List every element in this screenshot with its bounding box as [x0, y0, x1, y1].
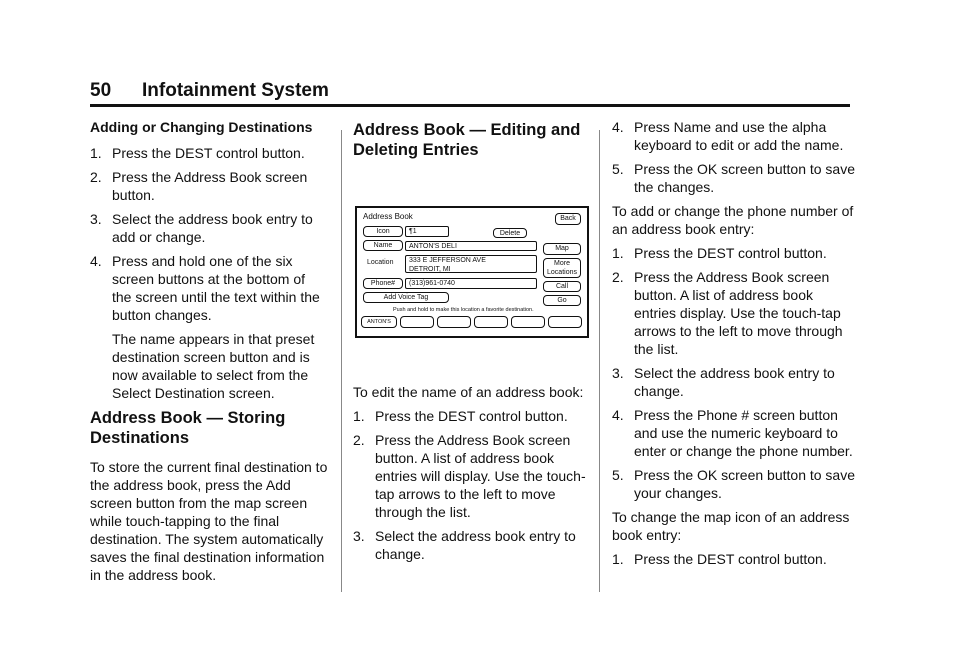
- column-1: [90, 118, 328, 590]
- icon-button: Icon: [363, 226, 403, 237]
- list-item: 2. Press the Address Book screen button. A list of address book entries display. Use the touch-tap arrows to the left to move through the list.: [612, 269, 843, 357]
- editing-heading: Address Book — Editing and Deleting Entries: [353, 121, 581, 159]
- adding-note: The name appears in that preset destination screen button and is now available to select from the Select Destination screen.: [112, 331, 315, 401]
- storing-heading: Address Book — Storing Destinations: [90, 409, 286, 447]
- edit-name-steps-cont: [612, 118, 856, 196]
- list-item: 1. Press the DEST control button.: [612, 551, 827, 567]
- storing-body: To store the current final destination to the address book, press the Add screen button from the map screen while touch-tapping to the final destination. The system automatically saves the final destination information in the address book.: [90, 459, 328, 583]
- delete-button: Delete: [493, 228, 527, 238]
- preset-button-2: [400, 316, 434, 328]
- edit-name-intro: To edit the name of an address book:: [353, 384, 584, 400]
- icon-steps: [612, 550, 856, 568]
- icon-field: ¶1: [405, 226, 449, 237]
- back-button: Back: [555, 213, 581, 225]
- page-number: 50: [90, 80, 112, 101]
- call-button: Call: [543, 281, 581, 292]
- location-label: Location: [367, 259, 394, 266]
- address-field: [405, 255, 537, 273]
- screen-title: Address Book: [363, 212, 413, 221]
- map-button: Map: [543, 243, 581, 255]
- list-item: 5. Press the OK screen button to save the changes.: [612, 161, 856, 195]
- page-header: [90, 80, 850, 104]
- list-item: 4. Press Name and use the alpha keyboard to edit or add the name.: [612, 119, 844, 153]
- header-rule: [90, 104, 850, 107]
- favorite-hint: Push and hold to make this location a favorite destination.: [393, 307, 534, 313]
- go-button: Go: [543, 295, 581, 306]
- list-item: 3. Select the address book entry to change.: [612, 365, 835, 399]
- name-field: ANTON'S DELI: [405, 241, 537, 251]
- address-book-screen-figure: [355, 206, 589, 338]
- list-item: 2. Press the Address Book screen button. A list of address book entries will display. Use the touch-tap arrows to the left to move through the list.: [353, 432, 586, 520]
- name-button: Name: [363, 240, 403, 251]
- add-voice-tag-button: Add Voice Tag: [363, 292, 449, 303]
- adding-heading: Adding or Changing Destinations: [90, 119, 313, 135]
- preset-button-5: [511, 316, 545, 328]
- address-line-2: DETROIT, MI: [409, 266, 451, 273]
- list-item: 3. Select the address book entry to change.: [353, 528, 576, 562]
- list-item: 3. Select the address book entry to add or change.: [90, 211, 313, 245]
- preset-button-1: ANTON'S: [361, 316, 397, 328]
- preset-button-3: [437, 316, 471, 328]
- column-divider: [341, 130, 342, 592]
- list-item: 2. Press the Address Book screen button.: [90, 169, 308, 203]
- adding-steps: [90, 144, 328, 324]
- column-2-lower: [353, 383, 591, 569]
- phone-steps: [612, 244, 856, 502]
- preset-button-6: [548, 316, 582, 328]
- list-item: 1. Press the DEST control button.: [612, 245, 827, 261]
- list-item: 4. Press and hold one of the six screen buttons at the bottom of the screen until the text within the button changes.: [90, 253, 320, 323]
- column-2: [353, 118, 591, 170]
- phone-field: (313)961-0740: [405, 278, 537, 289]
- more-locations-button: More Locations: [543, 258, 581, 278]
- column-3: [612, 118, 856, 574]
- edit-name-steps: [353, 407, 591, 563]
- section-title: Infotainment System: [142, 80, 329, 101]
- phone-intro: To add or change the phone number of an address book entry:: [612, 203, 854, 237]
- list-item: 1. Press the DEST control button.: [353, 408, 568, 424]
- icon-intro: To change the map icon of an address book entry:: [612, 509, 850, 543]
- list-item: 5. Press the OK screen button to save your changes.: [612, 467, 856, 501]
- address-line-1: 333 E JEFFERSON AVE: [409, 257, 486, 264]
- phone-button: Phone#: [363, 278, 403, 289]
- column-divider: [599, 130, 600, 592]
- list-item: 4. Press the Phone # screen button and use the numeric keyboard to enter or change the phone number.: [612, 407, 853, 459]
- preset-button-4: [474, 316, 508, 328]
- list-item: 1. Press the DEST control button.: [90, 145, 305, 161]
